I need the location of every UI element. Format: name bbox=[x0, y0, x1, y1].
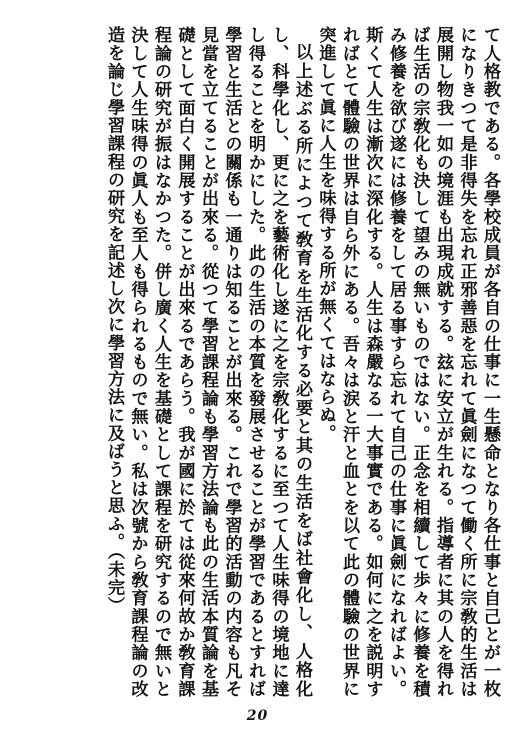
paragraph-2: 以上述ぶる所によつて敎育を生活化する必要と其の生活をば社會化し、人格化し、科學化し、更に之を藝術化し遂に之を宗敎化するに至つて人生味得の境地に達し得ることを明かにした。此の生活の本質を發展させることが學習であるとすれば學習と生活との關係も一通りは知ることが出來る。これで學習的活動の内容も凡そ見當を立てることが出來る。從つて學習課程論も學習方法論も此の生活本質論を基礎として面白く開展することが出來るであらう。我が國に於ては從來何故か敎育課程論の研究が振はなかつた。併し廣く人生を基礎として課程を研究するので無いと決して人生味得の眞人も至人も得られるもので無い。私は次號から敎育課程論の改造を論じ學習課程の研究を記述し次に學習方法に及ばうと思ふ。（未完） bbox=[104, 26, 312, 698]
page-number: 20 bbox=[246, 708, 269, 724]
paragraph-1: て人格教である。各學校成員が各自の仕事に一生懸命となり各仕事と自己とが一枚になりきつて是非得失を忘れ正邪善惡を忘れて眞劍になつて働く所に宗敎的生活は展開し物我一如の境涯も出現成就する。玆に安立が生れる。指導者に其の人を得れば生活の宗敎化も決して望みの無いものではない。正念を相續して歩々に修養を積み修養を欲び遂には修養をして居る事すら忘れて自己の仕事に眞劍になればよい。斯くて人生は漸次に深化する。人生は森嚴なる一大事實である。如何に之を説明すればとて體驗の世界は自ら外にある。吾々は涙と汗と血とを以て此の體驗の世界に突進して眞に人生を味得する所が無くてはならぬ。 bbox=[315, 26, 500, 698]
body-text bbox=[9, 26, 501, 698]
